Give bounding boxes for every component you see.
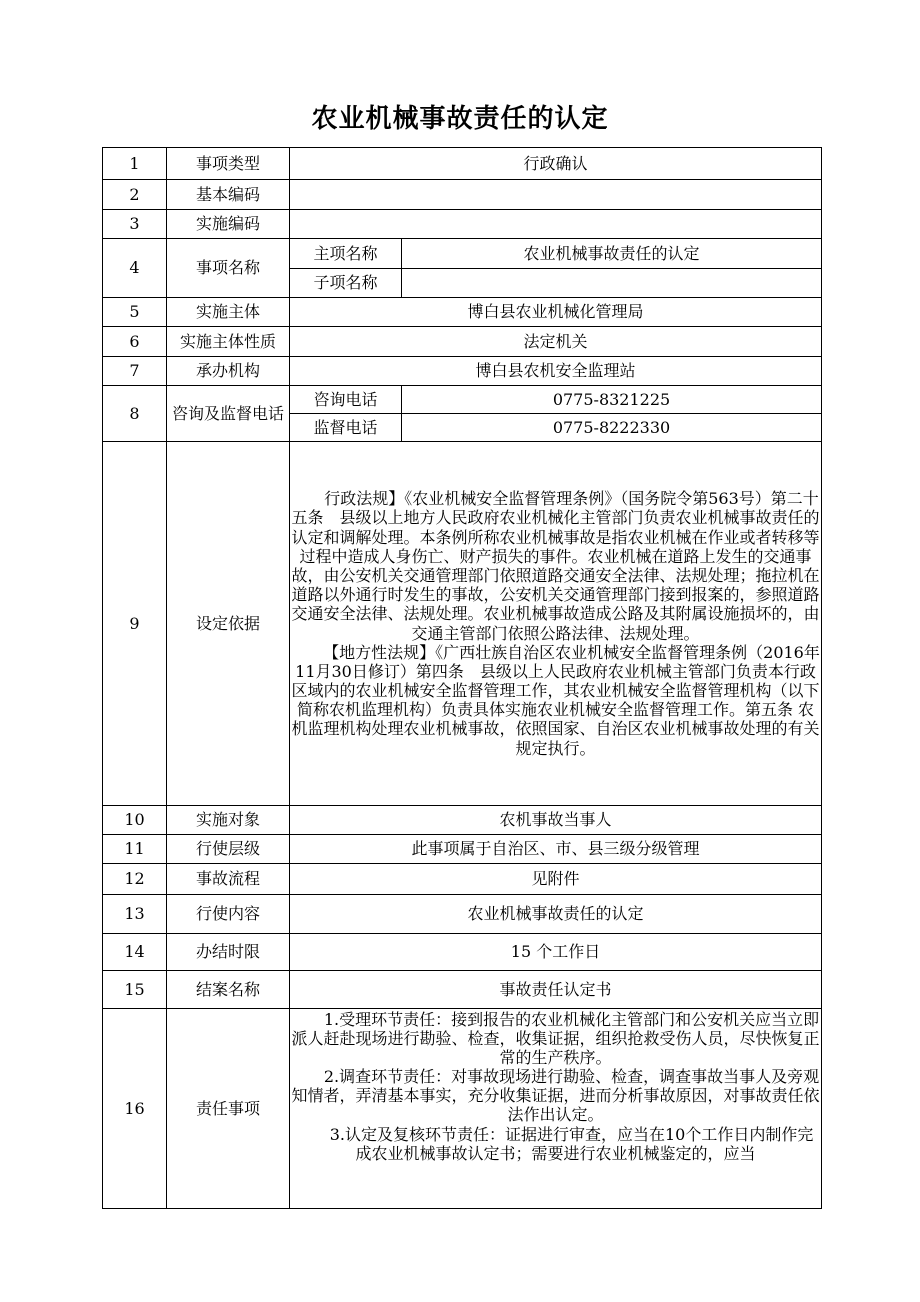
paragraph: 【地方性法规】《广西壮族自治区农业机械安全监督管理条例（2016年11月30日修订）第四条 县级以上人民政府农业机械主管部门负责本行政区域内的农业机械安全监督管理工作，其农业机械安全监督管理机构（以下简称农机监理机构）负责具体实施农业机械安全监督管理工作。第五条 农机监理机构处理农业机械事故，依照国家、自治区农业机械事故处理的有关规定执行。 <box>291 642 820 758</box>
row-value: 行政确认 <box>290 148 822 180</box>
row-number: 15 <box>103 971 167 1009</box>
paragraph: 1.受理环节责任：接到报告的农业机械化主管部门和公安机关应当立即派人赶赴现场进行勘验、检查，收集证据，组织抢救受伤人员，尽快恢复正常的生产秩序。 <box>291 1009 820 1067</box>
row-label: 结案名称 <box>167 971 290 1009</box>
row-label: 实施主体 <box>167 298 290 327</box>
row-number: 7 <box>103 357 167 386</box>
row-label: 行使层级 <box>167 835 290 864</box>
table-row <box>103 239 822 269</box>
page-title: 农业机械事故责任的认定 <box>311 104 609 134</box>
row-label: 实施主体性质 <box>167 327 290 357</box>
row-value: 见附件 <box>290 864 822 895</box>
sub-value: 农业机械事故责任的认定 <box>402 239 822 269</box>
row-label: 责任事项 <box>167 1009 290 1209</box>
sub-label: 监督电话 <box>290 414 402 442</box>
table-row <box>103 148 822 180</box>
table-row <box>103 895 822 934</box>
sub-value <box>402 269 822 298</box>
row-number: 1 <box>103 148 167 180</box>
row-number: 14 <box>103 934 167 971</box>
item-table <box>102 147 822 1209</box>
row-number: 10 <box>103 806 167 835</box>
row-value: 农业机械事故责任的认定 <box>290 895 822 934</box>
row-label: 办结时限 <box>167 934 290 971</box>
row-text-cell <box>290 442 822 806</box>
row-label: 实施编码 <box>167 210 290 239</box>
row-label: 承办机构 <box>167 357 290 386</box>
row-value <box>290 180 822 210</box>
sub-label: 子项名称 <box>290 269 402 298</box>
table-row <box>103 210 822 239</box>
sub-label: 咨询电话 <box>290 386 402 414</box>
row-number: 6 <box>103 327 167 357</box>
table-row <box>103 327 822 357</box>
row-text-cell <box>290 1009 822 1209</box>
row-number: 3 <box>103 210 167 239</box>
row-label: 基本编码 <box>167 180 290 210</box>
row-label: 事项类型 <box>167 148 290 180</box>
row-label: 事故流程 <box>167 864 290 895</box>
row-label: 事项名称 <box>167 239 290 298</box>
paragraph: 2.调查环节责任：对事故现场进行勘验、检查，调查事故当事人及旁观知情者，弄清基本事实，充分收集证据，进而分析事故原因，对事故责任依法作出认定。 <box>291 1067 820 1125</box>
row-number: 16 <box>103 1009 167 1209</box>
row-label: 设定依据 <box>167 442 290 806</box>
row-number: 13 <box>103 895 167 934</box>
row-number: 9 <box>103 442 167 806</box>
row-number: 12 <box>103 864 167 895</box>
row-value <box>290 210 822 239</box>
row-number: 5 <box>103 298 167 327</box>
sub-value: 0775-8222330 <box>402 414 822 442</box>
table-row <box>103 971 822 1009</box>
row-number: 8 <box>103 386 167 442</box>
table-row <box>103 1009 822 1209</box>
row-value: 博白县农机安全监理站 <box>290 357 822 386</box>
table-row <box>103 806 822 835</box>
row-value: 农机事故当事人 <box>290 806 822 835</box>
table-row <box>103 180 822 210</box>
sub-label: 主项名称 <box>290 239 402 269</box>
table-row <box>103 298 822 327</box>
sub-value: 0775-8321225 <box>402 386 822 414</box>
row-value: 此事项属于自治区、市、县三级分级管理 <box>290 835 822 864</box>
row-number: 2 <box>103 180 167 210</box>
row-label: 实施对象 <box>167 806 290 835</box>
table-row <box>103 442 822 806</box>
table-row <box>103 934 822 971</box>
table-row <box>103 357 822 386</box>
row-number: 11 <box>103 835 167 864</box>
paragraph: 行政法规】《农业机械安全监督管理条例》（国务院令第563号）第二十五条 县级以上地方人民政府农业机械化主管部门负责农业机械事故责任的认定和调解处理。本条例所称农业机械事故是指农业机械在作业或者转移等过程中造成人身伤亡、财产损失的事件。农业机械在道路上发生的交通事故，由公安机关交通管理部门依照道路交通安全法律、法规处理；拖拉机在道路以外通行时发生的事故，公安机关交通管理部门接到报案的，参照道路交通安全法律、法规处理。农业机械事故造成公路及其附属设施损坏的，由交通主管部门依照公路法律、法规处理。 <box>291 489 820 643</box>
table-row <box>103 386 822 414</box>
paragraph: 3.认定及复核环节责任：证据进行审查，应当在10个工作日内制作完成农业机械事故认定书；需要进行农业机械鉴定的，应当 <box>329 1124 814 1163</box>
row-value: 15 个工作日 <box>290 934 822 971</box>
row-label: 行使内容 <box>167 895 290 934</box>
text-clip <box>290 1010 821 1208</box>
row-value: 事故责任认定书 <box>290 971 822 1009</box>
row-value: 博白县农业机械化管理局 <box>290 298 822 327</box>
row-number: 4 <box>103 239 167 298</box>
table-row <box>103 864 822 895</box>
table-row <box>103 835 822 864</box>
row-label: 咨询及监督电话 <box>167 386 290 442</box>
row-value: 法定机关 <box>290 327 822 357</box>
